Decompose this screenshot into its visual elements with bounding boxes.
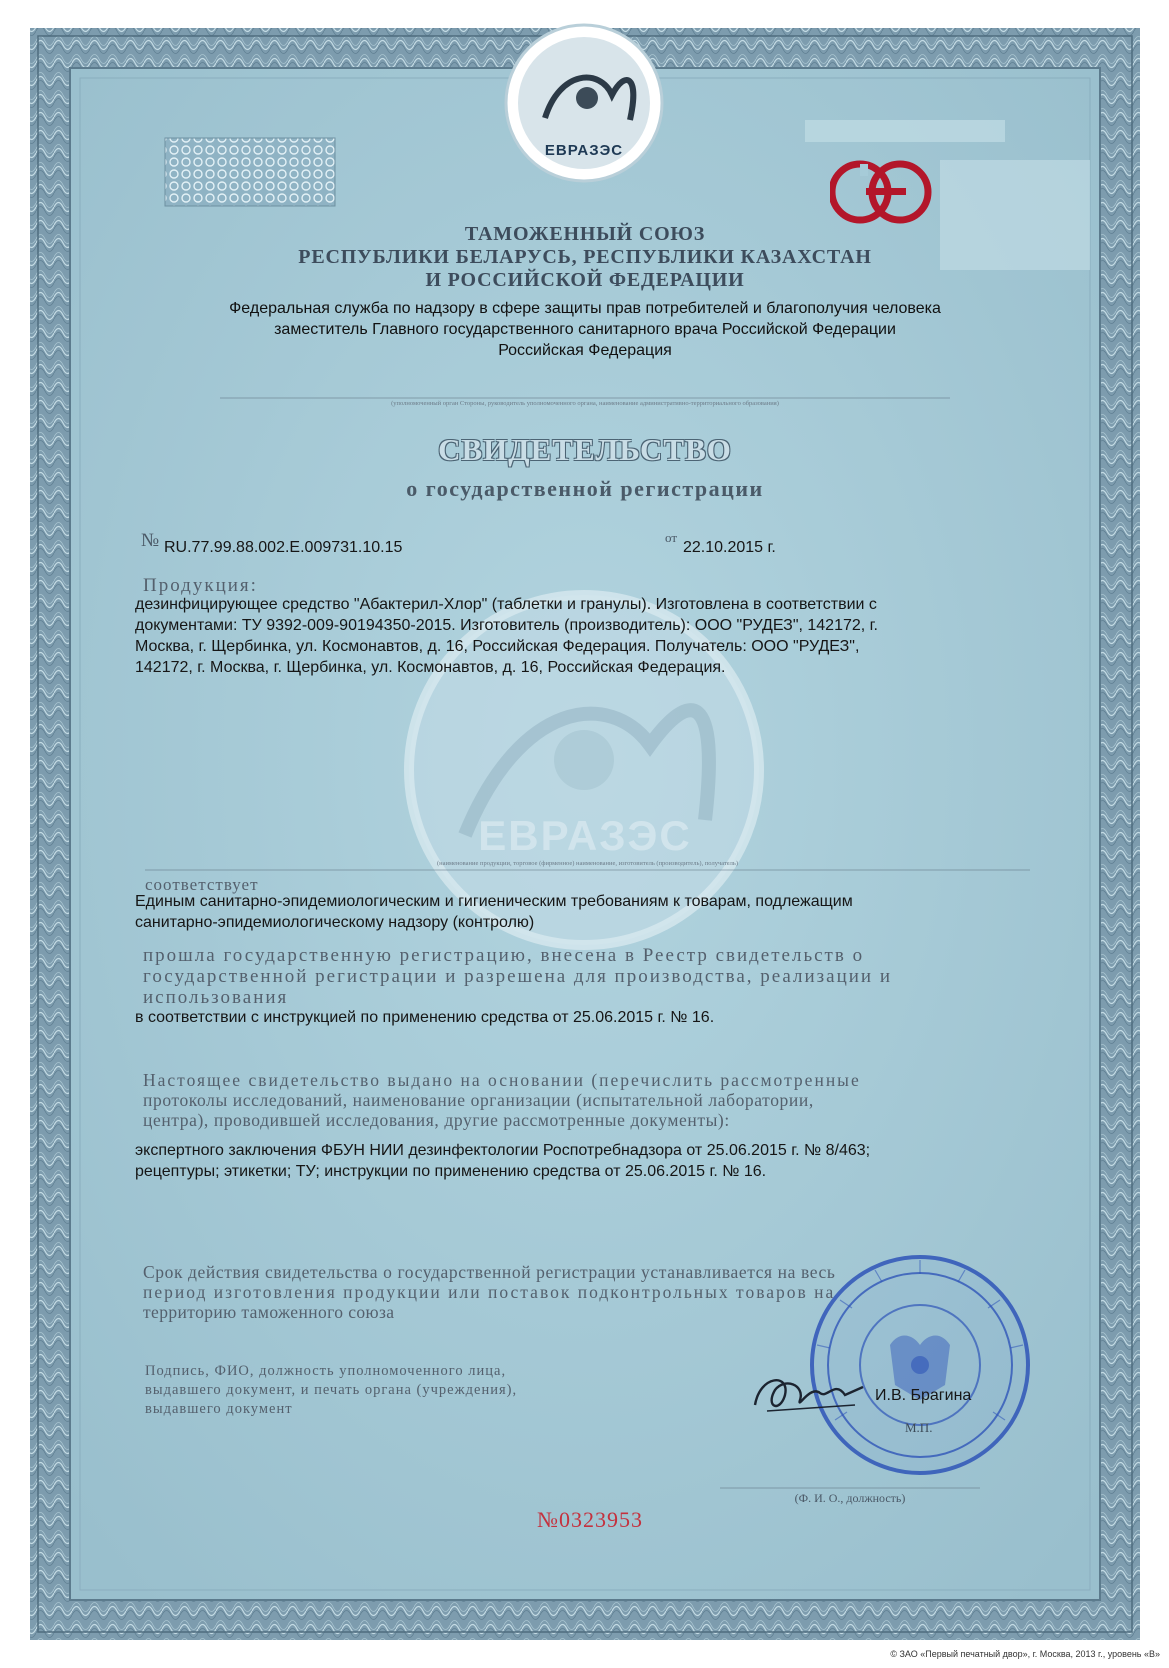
product-line1: дезинфицирующее средство "Абактерил-Хлор" (таблетки и гранулы). Изготовлена в соответствии с (135, 596, 877, 613)
union-title-line2: РЕСПУБЛИКИ БЕЛАРУСЬ, РЕСПУБЛИКИ КАЗАХСТАН (298, 246, 872, 268)
registration-date: 22.10.2015 г. (683, 539, 776, 556)
authority-line2: заместитель Главного государственного санитарного врача Российской Федерации (274, 321, 896, 338)
registration-number-prefix: № (141, 530, 160, 551)
signer-name-caption: (Ф. И. О., должность) (794, 1491, 906, 1505)
registered-line2: государственной регистрации и разрешена для производства, реализации и (143, 966, 893, 987)
authority-line1: Федеральная служба по надзору в сфере защиты прав потребителей и благополучия человека (229, 300, 941, 317)
product-line3: Москва, г. Щербинка, ул. Космонавтов, д. 16, Российская Федерация. Получатель: ООО "РУДЕЗ", (135, 638, 860, 655)
signature-label1: Подпись, ФИО, должность уполномоченного лица, (145, 1363, 507, 1379)
compliance-line2: санитарно-эпидемиологическому надзору (контролю) (135, 914, 535, 931)
basis-value1: экспертного заключения ФБУН НИИ дезинфектологии Роспотребнадзора от 25.06.2015 г. № 8/463; (135, 1142, 871, 1159)
handwritten-signature-icon (745, 1365, 875, 1425)
conformity-mark-text (0, 0, 1, 1)
authority-line3: Российская Федерация (498, 342, 672, 359)
registered-line3: использования (143, 987, 289, 1008)
stamp-label: М.П. (905, 1420, 933, 1435)
registration-date-prefix: от (665, 530, 678, 545)
basis-line3: центра), проводившей исследования, другие рассмотренные документы): (143, 1110, 730, 1130)
product-label: Продукция: (143, 575, 258, 596)
validity-line2: период изготовления продукции или поставок подконтрольных товаров на (143, 1282, 836, 1302)
conformity-mark-icon (830, 150, 940, 230)
validity-line1: Срок действия свидетельства о государственной регистрации устанавливается на весь (143, 1262, 836, 1282)
signer-name: И.В. Брагина (875, 1387, 972, 1404)
product-line4: 142172, г. Москва, г. Щербинка, ул. Космонавтов, д. 16, Российская Федерация. (135, 659, 726, 676)
document-title: СВИДЕТЕЛЬСТВО (438, 432, 732, 467)
union-title-line1: ТАМОЖЕННЫЙ СОЮЗ (464, 223, 706, 245)
printer-imprint: © ЗАО «Первый печатный двор», г. Москва, 2013 г., уровень «В» (890, 1649, 1160, 1659)
registered-line1: прошла государственную регистрацию, внесена в Реестр свидетельств о (143, 945, 865, 966)
compliance-line1: Единым санитарно-эпидемиологическим и гигиеническим требованиям к товарам, подлежащим (135, 893, 853, 910)
signature-label3: выдавшего документ (145, 1401, 293, 1417)
product-line2: документами: ТУ 9392-009-90194350-2015. Изготовитель (производитель): ООО "РУДЕЗ", 142172, г. (135, 617, 878, 634)
eurasec-logo-text: ЕВРАЗЭС (544, 142, 624, 159)
registration-number: RU.77.99.88.002.Е.009731.10.15 (164, 539, 403, 556)
document-subtitle: о государственной регистрации (406, 476, 764, 501)
union-title-line3: И РОССИЙСКОЙ ФЕДЕРАЦИИ (425, 269, 745, 291)
authority-caption: (уполномоченный орган Стороны, руководитель уполномоченного органа, наименование административно-территориального образования) (391, 400, 779, 407)
compliance-label: соответствует (145, 875, 259, 894)
basis-line2: протоколы исследований, наименование организации (испытательной лаборатории, (143, 1090, 814, 1110)
blank-serial-number: №0323953 (537, 1507, 643, 1532)
eurasec-watermark-text: ЕВРАЗЭС (478, 812, 692, 859)
registered-value: в соответствии с инструкцией по применению средства от 25.06.2015 г. № 16. (135, 1009, 715, 1026)
product-caption: (наименование продукции, торговое (фирменное) наименование, изготовитель (производитель), получатель) (436, 860, 739, 867)
validity-line3: территорию таможенного союза (143, 1302, 395, 1322)
signature-label2: выдавшего документ, и печать органа (учреждения), (145, 1382, 518, 1398)
basis-value2: рецептуры; этикетки; ТУ; инструкции по применению средства от 25.06.2015 г. № 16. (135, 1163, 767, 1180)
basis-line1: Настоящее свидетельство выдано на основании (перечислить рассмотренные (143, 1070, 861, 1090)
